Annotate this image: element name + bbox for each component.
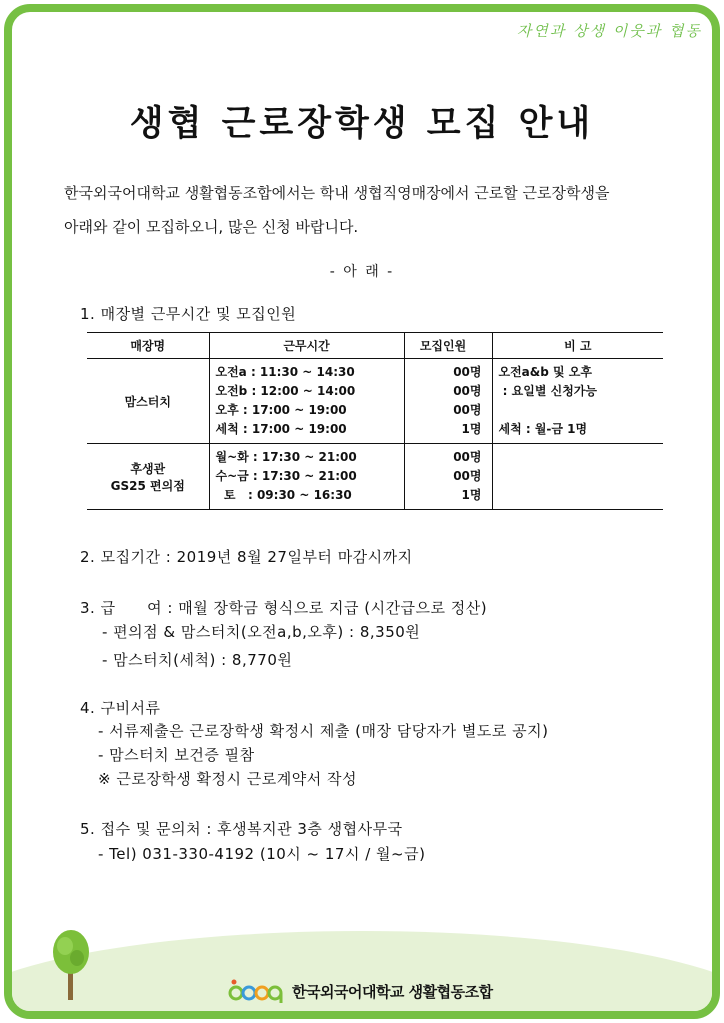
intro-line: 아래와 같이 모집하오니, 많은 신청 바랍니다.	[64, 218, 359, 236]
organization-name: 한국외국어대학교 생활협동조합	[292, 982, 493, 1001]
slogan: 자연과 상생 이웃과 협동	[516, 22, 702, 40]
ground-decoration	[4, 931, 720, 1019]
pay-item: - 맘스터치(세척) : 8,770원	[102, 651, 293, 669]
store-name-line: 후생관	[130, 461, 166, 476]
column-header: 매장명	[87, 333, 209, 359]
coop-logo-icon	[228, 978, 284, 1004]
contact-line: - Tel) 031-330-4192 (10시 ~ 17시 / 월~금)	[98, 845, 426, 863]
section-4-heading: 4. 구비서류	[80, 699, 161, 717]
recruit-count	[404, 444, 492, 510]
store-name	[87, 444, 209, 510]
table-row	[87, 359, 663, 444]
work-hours	[209, 444, 404, 510]
divider-heading: - 아 래 -	[329, 264, 395, 280]
section-1-heading: 1. 매장별 근무시간 및 모집인원	[80, 305, 297, 323]
page-frame	[4, 4, 720, 1019]
document-note: ※ 근로장학생 확정시 근로계약서 작성	[98, 770, 357, 788]
hours-line: 수~금 : 17:30 ~ 21:00	[215, 469, 357, 483]
remark-line: 세척 : 월-금 1명	[498, 422, 588, 436]
recruit-count	[404, 359, 492, 444]
remarks	[492, 444, 663, 510]
hours-line: 오전a : 11:30 ~ 14:30	[215, 365, 355, 379]
count-line: 00명	[453, 365, 482, 379]
schedule-table	[87, 332, 663, 510]
store-name: 맘스터치	[87, 359, 209, 444]
page-title: 생협 근로장학생 모집 안내	[129, 104, 595, 144]
intro-line: 한국외국어대학교 생활협동조합에서는 학내 생협직영매장에서 근로할 근로장학생을	[64, 184, 610, 202]
footer-brand	[228, 978, 493, 1004]
hours-line: 오전b : 12:00 ~ 14:00	[215, 384, 356, 398]
section-5-heading: 5. 접수 및 문의처 : 후생복지관 3층 생협사무국	[80, 820, 403, 838]
document-item: - 맘스터치 보건증 필참	[98, 746, 255, 764]
table-row	[87, 444, 663, 510]
column-header: 모집인원	[404, 333, 492, 359]
hours-line: 토 : 09:30 ~ 16:30	[215, 488, 352, 502]
remark-spacer	[499, 401, 658, 420]
hours-line: 월~화 : 17:30 ~ 21:00	[215, 450, 357, 464]
count-line: 00명	[453, 384, 482, 398]
section-3-heading: 3. 급 여 : 매월 장학금 형식으로 지급 (시간급으로 정산)	[80, 599, 488, 617]
document-item: - 서류제출은 근로장학생 확정시 제출 (매장 담당자가 별도로 공지)	[98, 722, 549, 740]
tree-icon	[48, 928, 94, 1000]
count-line: 1명	[461, 422, 482, 436]
remarks	[492, 359, 663, 444]
count-line: 00명	[453, 403, 482, 417]
hours-line: 오후 : 17:00 ~ 19:00	[215, 403, 347, 417]
table-header-row	[87, 333, 663, 359]
work-hours	[209, 359, 404, 444]
column-header: 근무시간	[209, 333, 404, 359]
pay-item: - 편의점 & 맘스터치(오전a,b,오후) : 8,350원	[102, 623, 421, 641]
count-line: 00명	[453, 450, 482, 464]
store-name-line: GS25 편의점	[110, 478, 185, 493]
hours-line: 세척 : 17:00 ~ 19:00	[215, 422, 347, 436]
intro-paragraph	[64, 176, 609, 244]
section-2-heading: 2. 모집기간 : 2019년 8월 27일부터 마감시까지	[80, 548, 413, 566]
count-line: 00명	[453, 469, 482, 483]
remark-line: 오전a&b 및 오후	[498, 365, 592, 379]
remark-line: : 요일별 신청가능	[498, 384, 597, 398]
column-header: 비 고	[492, 333, 663, 359]
count-line: 1명	[461, 488, 482, 502]
